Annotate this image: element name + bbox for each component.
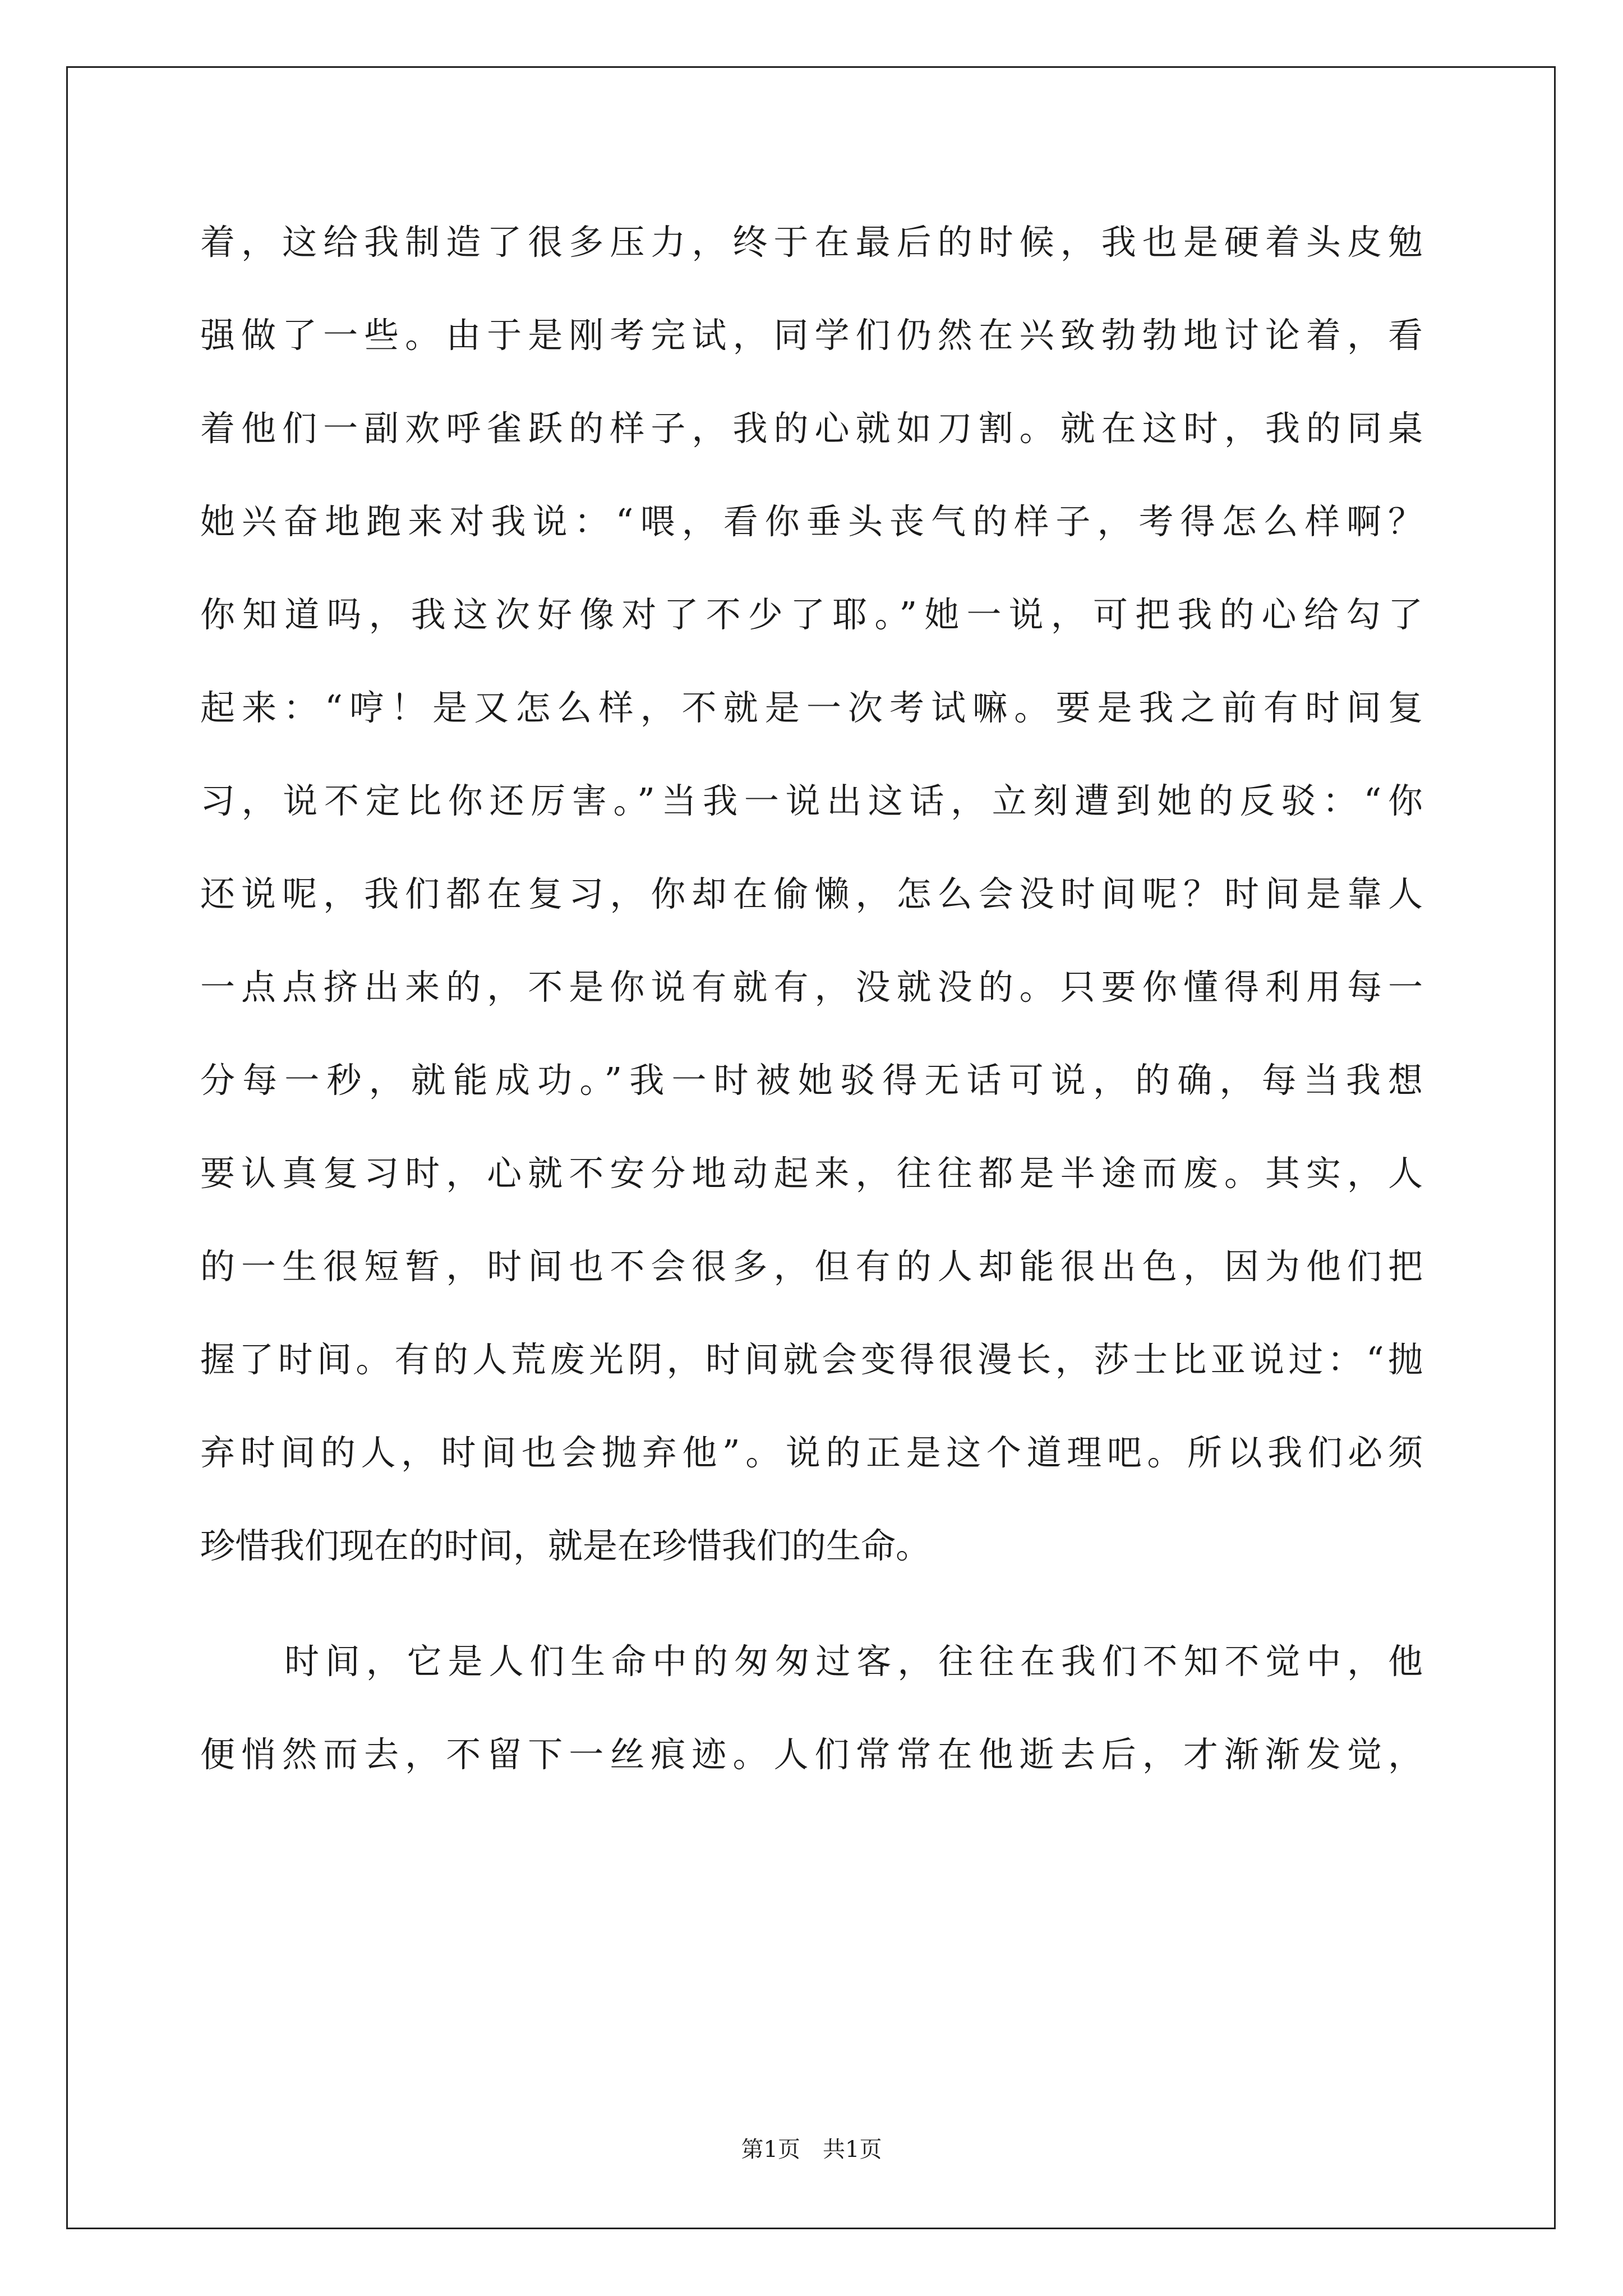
text-line: 便悄然而去，不留下一丝痕迹。人们常常在他逝去后，才渐渐发觉， [200,1734,1423,1775]
text-line: 起来：“哼！是又怎么样，不就是一次考试嘛。要是我之前有时间复 [200,687,1423,728]
text-line: 着他们一副欢呼雀跃的样子，我的心就如刀割。就在这时，我的同桌 [200,408,1423,449]
text-line: 弃时间的人，时间也会抛弃他”。说的正是这个道理吧。所以我们必须 [200,1432,1423,1473]
paragraph-spacer [200,1605,1423,1628]
page-number-footer: 第1页 共1页 [741,2137,882,2162]
text-line: 她兴奋地跑来对我说：“喂，看你垂头丧气的样子，考得怎么样啊？ [200,501,1423,542]
text-line: 还说呢，我们都在复习，你却在偷懒，怎么会没时间呢？时间是靠人 [200,873,1423,914]
paragraph-1 [200,209,1423,1605]
document-body [200,209,1423,1814]
paragraph-2 [200,1628,1423,1814]
text-line: 习，说不定比你还厉害。”当我一说出这话，立刻遭到她的反驳：“你 [200,780,1423,821]
text-line: 时间，它是人们生命中的匆匆过客，往往在我们不知不觉中，他 [284,1641,1423,1682]
text-line: 握了时间。有的人荒废光阴，时间就会变得很漫长，莎士比亚说过：“抛 [200,1339,1423,1380]
text-line: 珍惜我们现在的时间，就是在珍惜我们的生命。 [200,1525,931,1566]
text-line: 的一生很短暂，时间也不会很多，但有的人却能很出色，因为他们把 [200,1246,1423,1287]
text-line: 你知道吗，我这次好像对了不少了耶。”她一说，可把我的心给勾了 [200,594,1423,635]
text-line: 要认真复习时，心就不安分地动起来，往往都是半途而废。其实，人 [200,1153,1423,1194]
text-line: 一点点挤出来的，不是你说有就有，没就没的。只要你懂得利用每一 [200,967,1423,1007]
text-line: 分每一秒，就能成功。”我一时被她驳得无话可说，的确，每当我想 [200,1060,1423,1101]
text-line: 着，这给我制造了很多压力，终于在最后的时候，我也是硬着头皮勉 [200,222,1423,263]
text-line: 强做了一些。由于是刚考完试，同学们仍然在兴致勃勃地讨论着，看 [200,315,1423,356]
